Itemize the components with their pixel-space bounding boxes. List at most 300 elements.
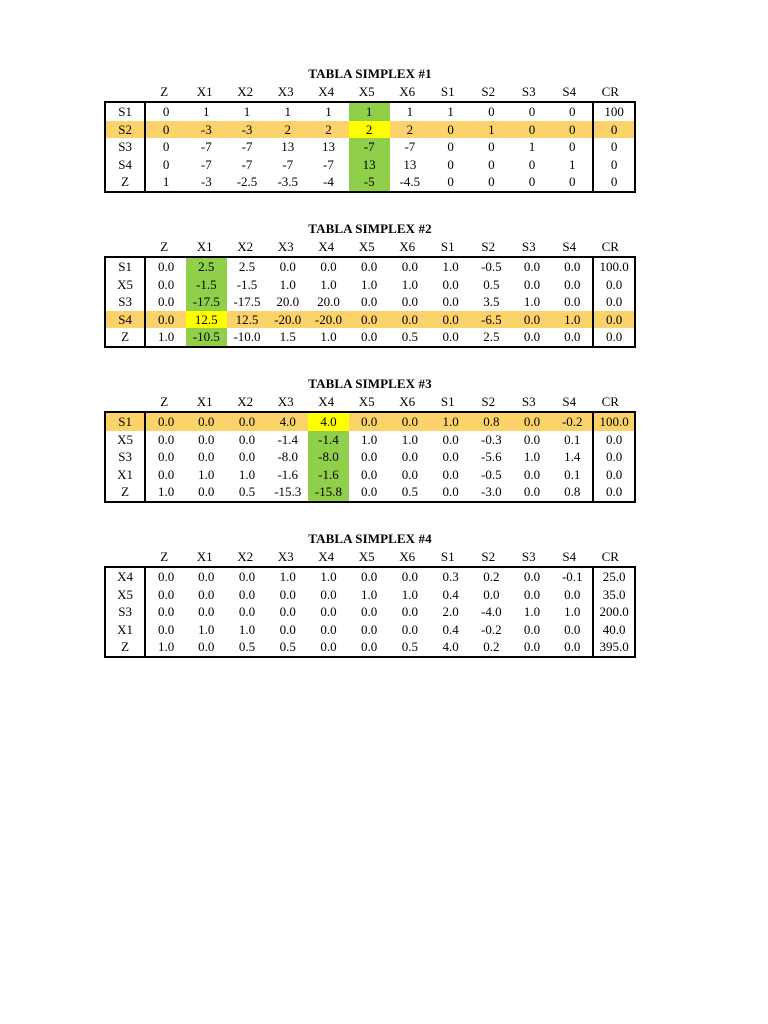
column-header: X3 xyxy=(277,549,294,564)
table-cell: 1.0 xyxy=(552,311,593,329)
table-cell: 1 xyxy=(243,104,251,120)
table-cell: -5.6 xyxy=(481,449,502,465)
table-cell: 0.2 xyxy=(483,639,500,655)
table-cell: 0.5 xyxy=(401,329,419,345)
table-cell: 1 xyxy=(528,139,536,155)
column-header: S2 xyxy=(481,549,496,564)
column-header: X5 xyxy=(358,239,375,254)
table-cell: 0.0 xyxy=(157,431,175,447)
column-header: S4 xyxy=(562,394,577,409)
table-cell: -3 xyxy=(227,121,268,139)
table-cell: 1 xyxy=(406,104,414,120)
column-header xyxy=(104,547,144,566)
table-cell: 13 xyxy=(281,139,295,155)
table-cell: 0.0 xyxy=(279,621,296,637)
table-cell: -7 xyxy=(323,156,334,172)
table-cell: -4.0 xyxy=(481,604,502,620)
row-label: Z xyxy=(105,638,145,657)
column-header: S1 xyxy=(440,394,455,409)
table-cell: -17.5 xyxy=(233,294,261,310)
table-row xyxy=(105,448,635,466)
table-cell: -7 xyxy=(200,139,212,155)
column-header: X2 xyxy=(237,239,254,254)
column-header: CR xyxy=(601,239,619,254)
row-label: X5 xyxy=(105,431,145,449)
table-cell: 0.1 xyxy=(564,431,581,447)
table-cell: 0.0 xyxy=(564,586,581,602)
table-cell: 0.0 xyxy=(279,259,296,275)
table-cell: 0.0 xyxy=(320,621,337,637)
table-cell: 0 xyxy=(593,156,635,174)
column-header xyxy=(104,237,144,256)
table-cell: 0.0 xyxy=(483,586,500,602)
simplex-table xyxy=(104,256,636,348)
table-cell: -4 xyxy=(323,174,334,190)
table-cell: -0.5 xyxy=(481,466,502,482)
table-row xyxy=(105,276,635,294)
table-cell: 0.0 xyxy=(401,621,419,637)
table-row xyxy=(105,638,635,657)
table-cell: 2 xyxy=(390,121,431,139)
table-cell: -7 xyxy=(200,156,212,172)
column-header: X5 xyxy=(358,549,375,564)
column-header: X6 xyxy=(399,239,416,254)
table-cell: 0.0 xyxy=(198,569,215,585)
table-cell: -0.1 xyxy=(561,569,583,585)
table-cell: 0.0 xyxy=(442,276,459,292)
table-cell: -7 xyxy=(241,156,253,172)
table-cell: 0 xyxy=(162,156,170,172)
table-cell: 0.0 xyxy=(564,259,581,275)
table-cell: 1.0 xyxy=(320,329,337,345)
table-cell: 1 xyxy=(162,174,170,190)
table-row xyxy=(105,621,635,639)
table-cell: 0.0 xyxy=(593,483,635,502)
table-cell: 1.0 xyxy=(238,466,256,482)
table-cell: 13 xyxy=(349,156,390,174)
table-cell: 0 xyxy=(528,174,536,190)
table-cell: 0.0 xyxy=(401,294,419,310)
column-header: X3 xyxy=(277,239,294,254)
column-header: X4 xyxy=(318,394,335,409)
table-cell: -7 xyxy=(282,156,294,172)
column-header: X6 xyxy=(399,549,416,564)
table-cell: 2 xyxy=(267,121,308,139)
table-cell: -2.5 xyxy=(236,174,258,190)
table-title: TABLA SIMPLEX #1 xyxy=(308,66,432,81)
column-header: S1 xyxy=(440,239,455,254)
table-cell: -1.5 xyxy=(236,276,258,292)
table-cell: 1.0 xyxy=(198,466,215,482)
table-cell: 0.0 xyxy=(227,412,268,431)
table-cell: -1.6 xyxy=(308,466,349,484)
table-row xyxy=(105,293,635,311)
table-cell: 0 xyxy=(593,138,635,156)
table-cell: 0.0 xyxy=(512,311,553,329)
simplex-table-block xyxy=(104,376,636,503)
table-cell: 0 xyxy=(488,174,495,190)
table-cell: 0.0 xyxy=(390,412,431,431)
table-cell: -1.5 xyxy=(186,276,227,294)
table-cell: 0.0 xyxy=(523,586,541,602)
table-cell: 1.0 xyxy=(361,276,378,292)
table-cell: 4.0 xyxy=(308,412,349,431)
table-cell: 0 xyxy=(488,104,495,120)
table-cell: -0.5 xyxy=(481,259,502,275)
table-cell: 0 xyxy=(162,104,170,120)
table-cell: 0.1 xyxy=(564,466,581,482)
table-cell: 0.4 xyxy=(442,621,459,637)
table-cell: 0.0 xyxy=(523,621,541,637)
table-cell: 0.0 xyxy=(593,466,635,484)
table-cell: 1.0 xyxy=(361,431,378,447)
table-cell: 20.0 xyxy=(276,294,300,310)
row-label: S1 xyxy=(105,102,145,121)
column-header xyxy=(104,392,144,411)
table-cell: -3.0 xyxy=(481,484,502,500)
table-cell: 0.0 xyxy=(593,293,635,311)
table-cell: 1.0 xyxy=(430,412,471,431)
table-cell: 0.0 xyxy=(157,449,175,465)
table-cell: 0.0 xyxy=(145,311,186,329)
table-cell: 0.0 xyxy=(361,604,378,620)
table-cell: 0.0 xyxy=(157,259,175,275)
table-cell: -7 xyxy=(404,139,416,155)
table-cell: 0.0 xyxy=(564,639,581,655)
table-cell: 0.0 xyxy=(401,604,419,620)
column-header: S4 xyxy=(562,239,577,254)
table-cell: 0.0 xyxy=(198,484,215,500)
table-cell: 0.0 xyxy=(198,449,215,465)
table-cell: 0.0 xyxy=(361,449,378,465)
table-cell: 12.5 xyxy=(186,311,227,329)
column-header: Z xyxy=(160,239,169,254)
column-header: S4 xyxy=(562,549,577,564)
table-row xyxy=(105,138,635,156)
table-cell: 0.0 xyxy=(523,484,541,500)
table-cell: 0.0 xyxy=(564,294,581,310)
table-cell: 1.0 xyxy=(157,484,175,500)
table-cell: 0.5 xyxy=(279,639,296,655)
table-cell: 0.0 xyxy=(593,431,635,449)
column-header: X2 xyxy=(237,549,254,564)
table-cell: 4.0 xyxy=(442,639,459,655)
row-label: S1 xyxy=(105,257,145,276)
column-header: CR xyxy=(601,394,619,409)
table-cell: -1.4 xyxy=(277,431,299,447)
table-cell: -0.2 xyxy=(552,412,593,431)
table-cell: 0.5 xyxy=(238,639,256,655)
table-row xyxy=(105,603,635,621)
table-cell: 0.0 xyxy=(157,276,175,292)
table-row xyxy=(105,102,635,121)
row-label: S1 xyxy=(105,412,145,431)
table-cell: 0.0 xyxy=(390,311,431,329)
table-cell: 0 xyxy=(447,139,454,155)
table-cell: 0.0 xyxy=(401,466,419,482)
column-header: Z xyxy=(160,84,169,99)
table-cell: -17.5 xyxy=(186,293,227,311)
table-cell: 0 xyxy=(593,173,635,192)
column-header: X3 xyxy=(277,84,294,99)
table-cell: 0.0 xyxy=(401,259,419,275)
row-label: Z xyxy=(105,483,145,502)
table-cell: 0 xyxy=(569,139,576,155)
table-cell: 0.0 xyxy=(157,294,175,310)
table-cell: 0.0 xyxy=(593,276,635,294)
table-cell: 0.8 xyxy=(564,484,581,500)
table-cell: -1.4 xyxy=(308,431,349,449)
table-cell: 1 xyxy=(284,104,291,120)
table-row xyxy=(105,466,635,484)
table-cell: 0.0 xyxy=(442,294,459,310)
table-cell: 1 xyxy=(203,104,210,120)
table-cell: 0 xyxy=(145,121,186,139)
table-cell: 1.0 xyxy=(401,276,419,292)
row-label: Z xyxy=(105,328,145,347)
column-header-row xyxy=(104,547,636,566)
table-row xyxy=(105,121,635,139)
column-header: X2 xyxy=(237,84,254,99)
table-cell: 0.0 xyxy=(198,586,215,602)
table-cell: 0.4 xyxy=(442,586,459,602)
table-title: TABLA SIMPLEX #3 xyxy=(308,376,432,391)
table-cell: -7 xyxy=(349,138,390,156)
table-cell: 0.0 xyxy=(238,569,256,585)
table-cell: 0 xyxy=(430,121,471,139)
table-cell: 0.0 xyxy=(320,259,337,275)
table-cell: -3 xyxy=(186,121,227,139)
table-cell: 1.0 xyxy=(523,449,541,465)
table-cell: -15.8 xyxy=(308,483,349,502)
table-cell: 0.0 xyxy=(361,329,378,345)
table-cell: 0.0 xyxy=(430,311,471,329)
table-cell: 0.0 xyxy=(157,466,175,482)
table-cell: 0 xyxy=(569,174,576,190)
table-row xyxy=(105,257,635,276)
table-title: TABLA SIMPLEX #2 xyxy=(308,221,432,236)
table-cell: 1.0 xyxy=(564,604,581,620)
table-cell: 0.0 xyxy=(320,586,337,602)
table-cell: 2.5 xyxy=(186,257,227,276)
row-label: S4 xyxy=(105,311,145,329)
table-cell: 0.8 xyxy=(471,412,512,431)
column-header: S3 xyxy=(521,549,536,564)
table-cell: -8.0 xyxy=(308,448,349,466)
table-cell: 0.0 xyxy=(349,311,390,329)
table-cell: 0.0 xyxy=(238,431,256,447)
table-cell: 0.0 xyxy=(564,276,581,292)
column-header: X4 xyxy=(318,239,335,254)
table-cell: -7 xyxy=(241,139,253,155)
table-cell: 1.0 xyxy=(198,621,215,637)
table-cell: 2.5 xyxy=(238,259,256,275)
table-row xyxy=(105,483,635,502)
table-cell: 0 xyxy=(447,174,454,190)
table-cell: 0.0 xyxy=(523,431,541,447)
table-cell: 0.0 xyxy=(361,466,378,482)
column-header: X4 xyxy=(318,549,335,564)
table-cell: 1.5 xyxy=(279,329,296,345)
row-label: S3 xyxy=(105,448,145,466)
table-cell: 1.0 xyxy=(320,569,337,585)
row-label: Z xyxy=(105,173,145,192)
column-header xyxy=(104,82,144,101)
simplex-table xyxy=(104,566,636,658)
column-header: X6 xyxy=(399,84,416,99)
table-cell: 0.0 xyxy=(279,586,296,602)
column-header: X1 xyxy=(196,239,213,254)
table-cell: 0.0 xyxy=(593,328,635,347)
table-cell: 1.0 xyxy=(401,586,419,602)
column-header: X1 xyxy=(196,549,213,564)
table-cell: -4.5 xyxy=(399,174,421,190)
table-cell: 0.0 xyxy=(442,484,459,500)
table-cell: 0.2 xyxy=(483,569,500,585)
table-cell: -0.3 xyxy=(481,431,502,447)
table-cell: 0.0 xyxy=(349,412,390,431)
table-cell: 0.0 xyxy=(523,276,541,292)
table-cell: 0.0 xyxy=(157,621,175,637)
table-cell: -3 xyxy=(200,174,212,190)
table-cell: 1.0 xyxy=(279,276,296,292)
simplex-table xyxy=(104,411,636,503)
table-cell: 100 xyxy=(593,102,635,121)
simplex-table-block xyxy=(104,531,636,658)
table-cell: 4.0 xyxy=(267,412,308,431)
table-cell: 1 xyxy=(325,104,332,120)
table-cell: 0.0 xyxy=(523,569,541,585)
table-cell: 1.0 xyxy=(361,586,378,602)
table-cell: -1.6 xyxy=(277,466,299,482)
table-row xyxy=(105,173,635,192)
column-header: X1 xyxy=(196,394,213,409)
table-cell: 1.0 xyxy=(442,259,459,275)
column-header: S3 xyxy=(521,394,536,409)
table-cell: 0.0 xyxy=(157,586,175,602)
row-label: X1 xyxy=(105,621,145,639)
table-cell: 13 xyxy=(321,139,335,155)
table-cell: 12.5 xyxy=(227,311,268,329)
column-header: S3 xyxy=(521,239,536,254)
column-header: X4 xyxy=(318,84,335,99)
table-cell: 0 xyxy=(512,121,553,139)
table-cell: 0.0 xyxy=(186,412,227,431)
table-cell: 0 xyxy=(162,139,170,155)
table-cell: -15.3 xyxy=(274,484,302,500)
column-header: CR xyxy=(601,549,619,564)
column-header: S3 xyxy=(521,84,536,99)
table-cell: 0.0 xyxy=(361,621,378,637)
table-cell: 1.0 xyxy=(157,639,175,655)
table-cell: 1.4 xyxy=(564,449,581,465)
table-cell: 0.0 xyxy=(361,294,378,310)
table-cell: 0.0 xyxy=(145,412,186,431)
table-cell: -20.0 xyxy=(308,311,349,329)
row-label: X5 xyxy=(105,276,145,294)
row-label: S3 xyxy=(105,138,145,156)
column-header-row xyxy=(104,392,636,411)
simplex-table-block xyxy=(104,221,636,348)
table-cell: 2.5 xyxy=(483,329,500,345)
column-header: X5 xyxy=(358,84,375,99)
table-cell: 0.5 xyxy=(401,484,419,500)
table-cell: -20.0 xyxy=(267,311,308,329)
column-header: CR xyxy=(601,84,619,99)
simplex-table xyxy=(104,101,636,193)
table-cell: 0.3 xyxy=(442,569,459,585)
table-row xyxy=(105,586,635,604)
table-cell: 1.0 xyxy=(320,276,337,292)
row-label: X5 xyxy=(105,586,145,604)
table-cell: 0.0 xyxy=(279,604,296,620)
column-header: S2 xyxy=(481,394,496,409)
table-row xyxy=(105,431,635,449)
table-cell: -5 xyxy=(349,173,390,192)
column-header: X2 xyxy=(237,394,254,409)
table-cell: 0.0 xyxy=(157,604,175,620)
column-header-row xyxy=(104,237,636,256)
table-cell: 0.0 xyxy=(361,484,378,500)
table-cell: 0.0 xyxy=(320,639,337,655)
table-cell: 1 xyxy=(349,102,390,121)
table-row xyxy=(105,567,635,586)
table-cell: 0.0 xyxy=(238,604,256,620)
table-cell: 2.0 xyxy=(442,604,459,620)
column-header: S2 xyxy=(481,84,496,99)
table-cell: 0.0 xyxy=(238,449,256,465)
table-cell: 0.0 xyxy=(361,259,378,275)
table-cell: 200.0 xyxy=(593,603,635,621)
table-cell: -10.0 xyxy=(233,329,261,345)
table-cell: -3.5 xyxy=(277,174,299,190)
table-cell: 0 xyxy=(569,104,576,120)
column-header: Z xyxy=(160,394,169,409)
table-cell: 0.0 xyxy=(593,448,635,466)
table-cell: 0.0 xyxy=(320,604,337,620)
table-cell: 0.0 xyxy=(198,431,215,447)
table-cell: 3.5 xyxy=(483,294,500,310)
table-cell: 0 xyxy=(488,139,495,155)
table-cell: 0.0 xyxy=(361,569,378,585)
table-cell: 0.5 xyxy=(401,639,419,655)
table-title: TABLA SIMPLEX #4 xyxy=(308,531,432,546)
table-cell: 0.0 xyxy=(401,569,419,585)
table-cell: 0 xyxy=(528,156,536,172)
table-cell: 395.0 xyxy=(593,638,635,657)
table-cell: 0 xyxy=(552,121,593,139)
table-cell: 1.0 xyxy=(157,329,175,345)
table-cell: 0 xyxy=(593,121,635,139)
column-header: S1 xyxy=(440,84,455,99)
simplex-table-block xyxy=(104,66,636,193)
table-cell: 1.0 xyxy=(401,431,419,447)
column-header: S2 xyxy=(481,239,496,254)
row-label: S4 xyxy=(105,156,145,174)
table-cell: 35.0 xyxy=(593,586,635,604)
table-cell: 100.0 xyxy=(593,412,635,431)
table-cell: 20.0 xyxy=(317,294,340,310)
table-cell: 1.0 xyxy=(523,294,541,310)
table-row xyxy=(105,156,635,174)
table-cell: 0.0 xyxy=(523,259,541,275)
table-cell: 0.5 xyxy=(238,484,256,500)
column-header: X5 xyxy=(358,394,375,409)
table-row xyxy=(105,328,635,347)
table-cell: 0.0 xyxy=(442,431,459,447)
table-cell: 0.0 xyxy=(157,569,175,585)
table-cell: 0.0 xyxy=(442,329,459,345)
